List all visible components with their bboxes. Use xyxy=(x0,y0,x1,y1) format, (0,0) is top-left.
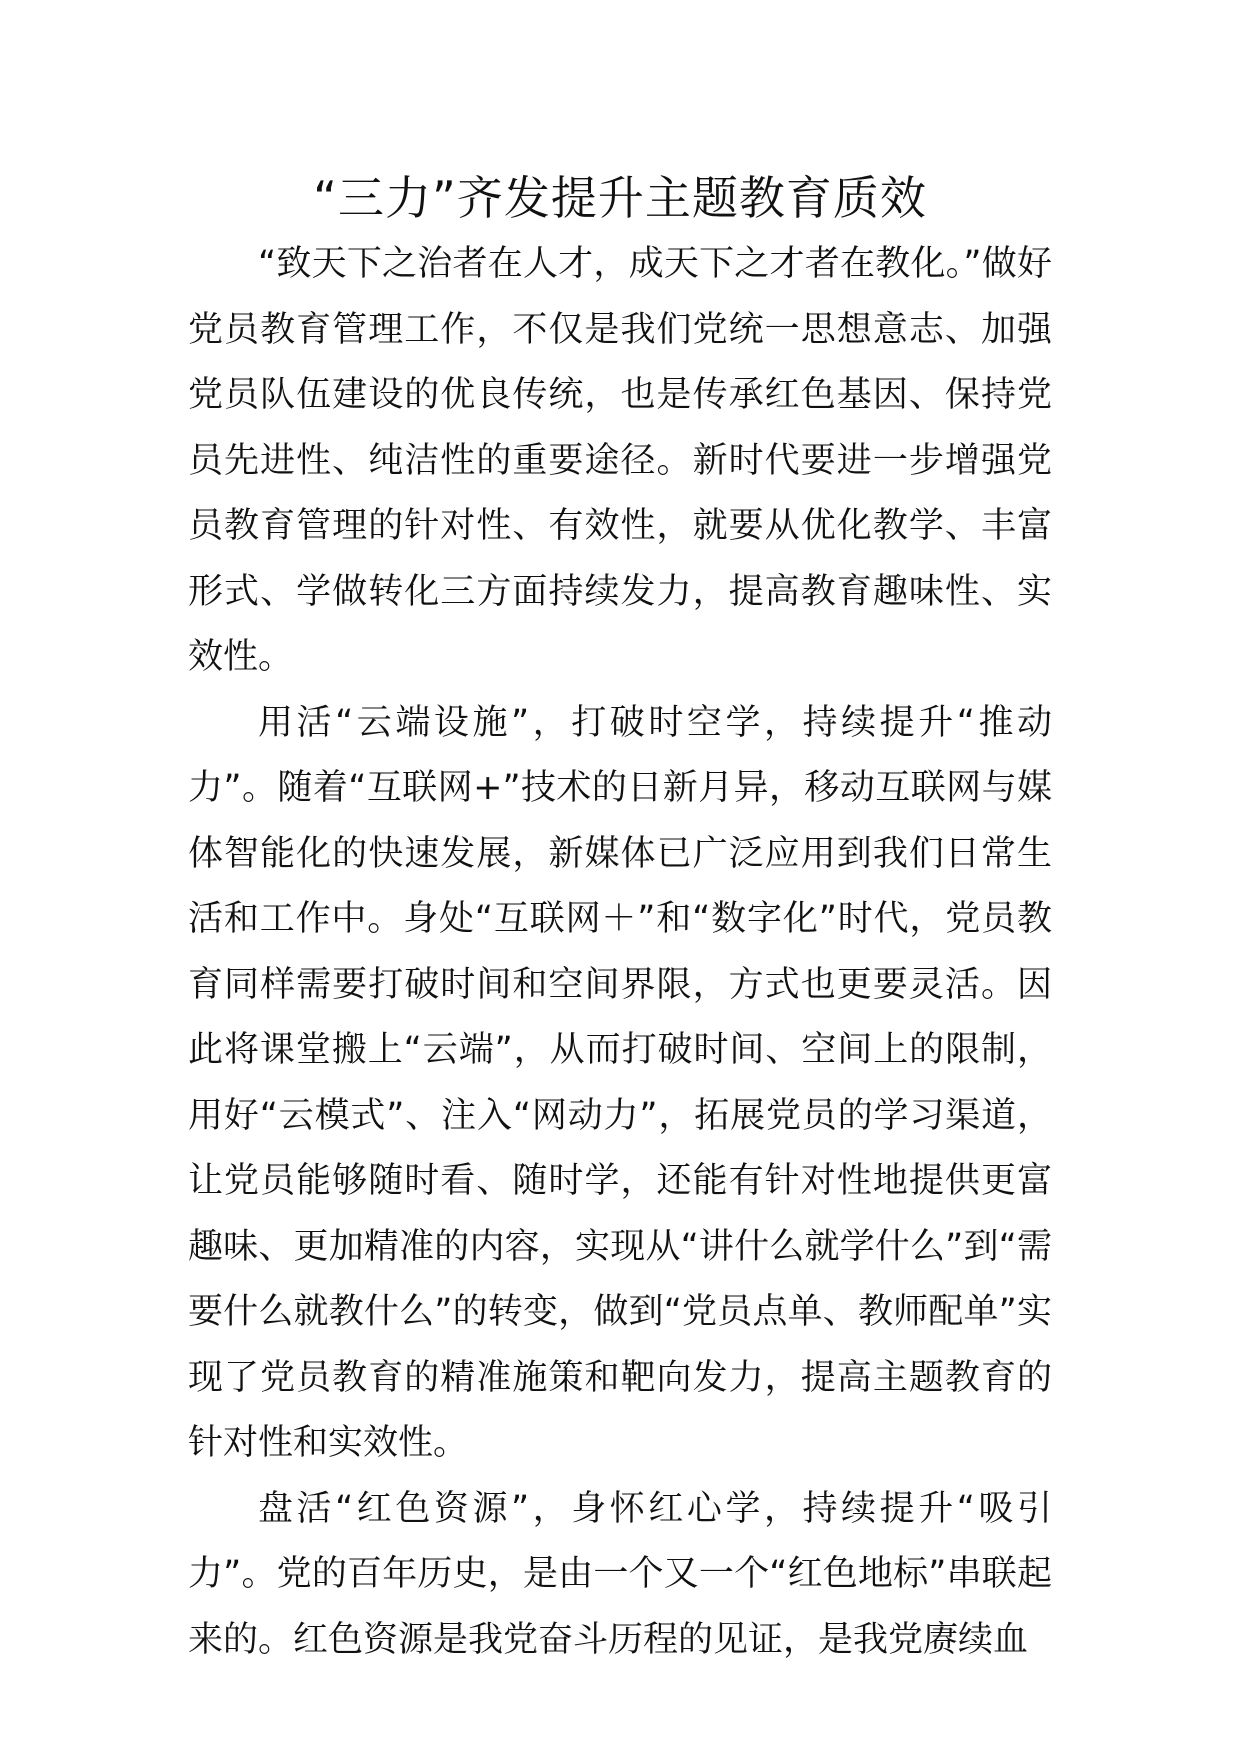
paragraph-red-resources: 盘活“红色资源”，身怀红心学，持续提升“吸引力”。党的百年历史，是由一个又一个“红色地标”串联起来的。红色资源是我党奋斗历程的见证，是我党赓续血 xyxy=(188,1488,1052,1660)
document-title: “三力”齐发提升主题教育质效 xyxy=(313,171,927,225)
paragraph-cloud-facilities: 用活“云端设施”，打破时空学，持续提升“推动力”。随着“互联网+”技术的日新月异，移动互联网与媒体智能化的快速发展，新媒体已广泛应用到我们日常生活和工作中。身处“互联网＋”和“数字化”时代，党员教育同样需要打破时间和空间界限，方式也更要灵活。因此将课堂搬上“云端”，从而打破时间、空间上的限制，用好“云模式”、注入“网动力”，拓展党员的学习渠道，让党员能够随时看、随时学，还能有针对性地提供更富趣味、更加精准的内容，实现从“讲什么就学什么”到“需要什么就教什么”的转变，做到“党员点单、教师配单”实现了党员教育的精准施策和靶向发力，提高主题教育的针对性和实效性。 xyxy=(188,702,1052,1463)
document-body xyxy=(188,232,1052,1673)
paragraph-intro: “致天下之治者在人才，成天下之才者在教化。”做好党员教育管理工作，不仅是我们党统一思想意志、加强党员队伍建设的优良传统，也是传承红色基因、保持党员先进性、纯洁性的重要途径。新时代要进一步增强党员教育管理的针对性、有效性，就要从优化教学、丰富形式、学做转化三方面持续发力，提高教育趣味性、实效性。 xyxy=(188,244,1052,677)
